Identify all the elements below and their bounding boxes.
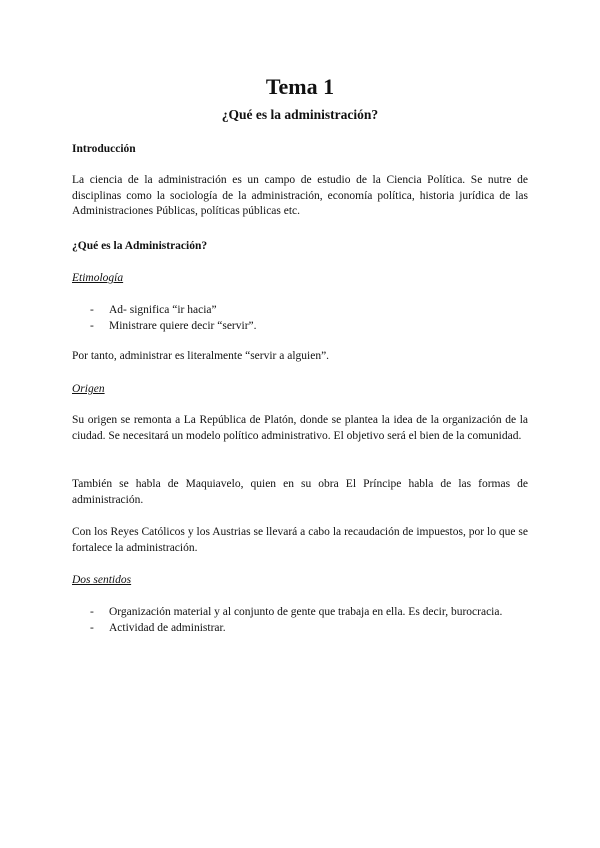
sentidos-list (72, 604, 528, 636)
list-item: - Ad- significa “ir hacia” (72, 302, 528, 318)
page-subtitle: ¿Qué es la administración? (221, 107, 379, 122)
origen-paragraph-3: Con los Reyes Católicos y los Austrias se llevará a cabo la recaudación de impuestos, por lo que se fortalece la administración. (72, 526, 528, 554)
intro-heading: Introducción (72, 143, 136, 155)
list-item: - Organización material y al conjunto de gente que trabaja en ella. Es decir, burocracia. (72, 604, 528, 620)
page-title: Tema 1 (265, 74, 335, 99)
etimologia-conclusion: Por tanto, administrar es literalmente “servir a alguien”. (72, 350, 330, 362)
intro-paragraph: La ciencia de la administración es un campo de estudio de la Ciencia Política. Se nutre de disciplinas como la sociología de la administración, economía política, historia jurídica de las Administraciones Públicas, políticas públicas etc. (72, 174, 528, 217)
origen-paragraph-2: También se habla de Maquiavelo, quien en su obra El Príncipe habla de las formas de administración. (72, 478, 528, 506)
etimologia-heading: Etimología (72, 272, 124, 284)
origen-heading: Origen (72, 383, 105, 395)
list-item: - Actividad de administrar. (72, 620, 528, 636)
list-item: - Ministrare quiere decir “servir”. (72, 318, 528, 334)
sentidos-heading: Dos sentidos (72, 574, 132, 586)
section-heading: ¿Qué es la Administración? (72, 240, 208, 252)
etimologia-list (72, 302, 528, 334)
origen-paragraph-1: Su origen se remonta a La República de Platón, donde se plantea la idea de la organización de la ciudad. Se necesitará un modelo político administrativo. El objetivo será el bien de la comunidad. (72, 414, 528, 442)
